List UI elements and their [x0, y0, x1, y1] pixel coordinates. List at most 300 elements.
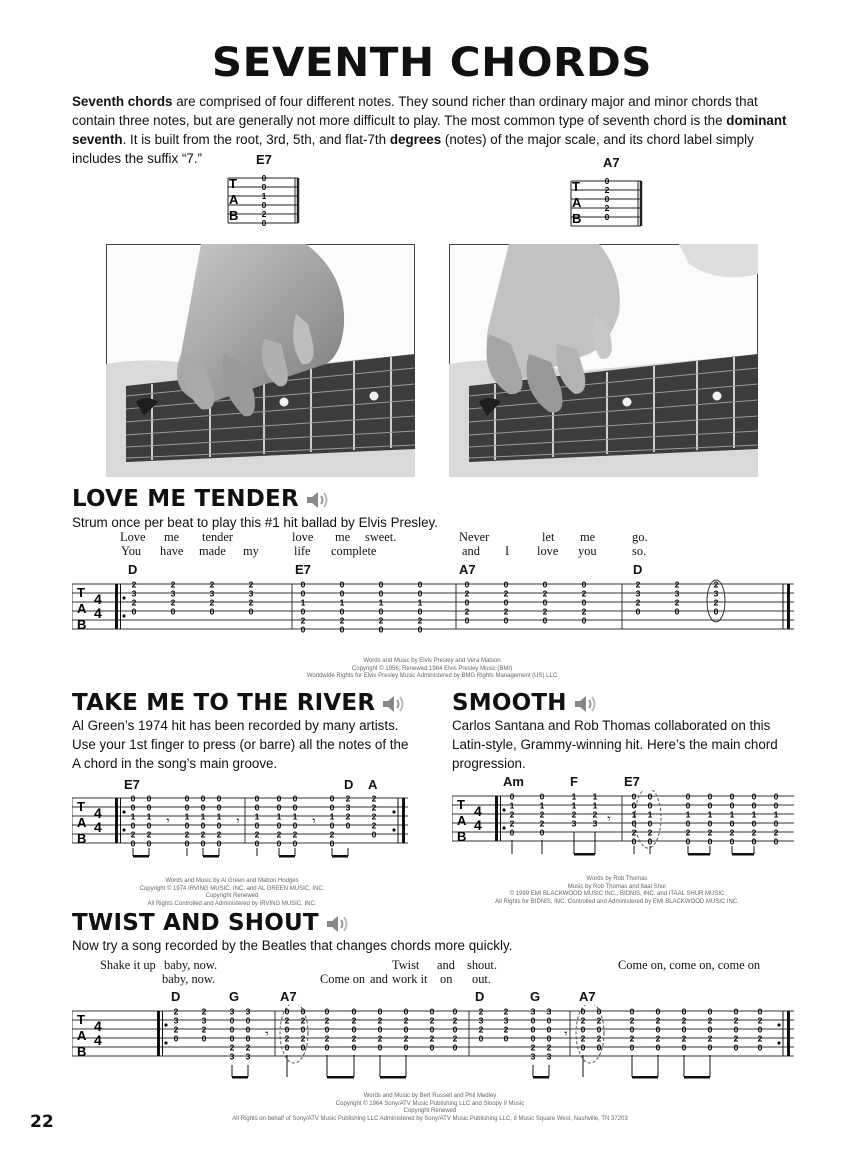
svg-text:2: 2 [713, 597, 719, 608]
svg-text:2: 2 [530, 1042, 536, 1053]
svg-text:0: 0 [248, 606, 254, 617]
chord-box-a7-tab-a: A [572, 195, 582, 210]
credit-line: All Rights Controlled and Administered by IRVING MUSIC, INC. [147, 900, 317, 907]
svg-text:0: 0 [429, 1042, 435, 1053]
svg-text:3: 3 [478, 1015, 484, 1026]
svg-text:0: 0 [707, 818, 713, 829]
svg-text:0: 0 [300, 1006, 306, 1017]
credit-line: Copyright © 1956; Renewed 1984 Elvis Presley Music (BMI) [351, 665, 513, 672]
chord-name: A7 [579, 989, 596, 1004]
svg-text:0: 0 [631, 836, 637, 847]
intro-paragraph [72, 92, 794, 168]
svg-text:0: 0 [324, 1042, 330, 1053]
svg-text:0: 0 [751, 836, 757, 847]
svg-text:3: 3 [229, 1006, 235, 1017]
svg-text:2: 2 [580, 1033, 586, 1044]
chord-name: Am [503, 774, 524, 789]
time-sig-top: 4 [474, 803, 482, 819]
svg-text:0: 0 [647, 800, 653, 811]
svg-text:2: 2 [170, 579, 176, 590]
svg-text:0: 0 [184, 838, 190, 849]
svg-text:1: 1 [539, 800, 545, 811]
svg-text:0: 0 [146, 793, 152, 804]
svg-text:2: 2 [276, 829, 282, 840]
svg-text:3: 3 [345, 802, 351, 813]
svg-text:2: 2 [631, 827, 637, 838]
lyric: baby, now. [164, 958, 218, 972]
svg-text:0: 0 [284, 1006, 290, 1017]
lyric: and [462, 544, 480, 558]
lyric: me [164, 530, 180, 544]
svg-text:0: 0 [324, 1024, 330, 1035]
svg-text:0: 0 [324, 1006, 330, 1017]
svg-text:0: 0 [403, 1024, 409, 1035]
svg-text:2: 2 [300, 615, 306, 626]
svg-text:3: 3 [546, 1006, 552, 1017]
svg-text:3: 3 [503, 1015, 509, 1026]
svg-text:0: 0 [729, 791, 735, 802]
svg-text:0: 0 [681, 1042, 687, 1053]
lyric: tender [202, 530, 233, 544]
credit-line: Worldwide Rights for Elvis Presley Music Administered by BMG Rights Management (US) LLC [306, 673, 558, 679]
svg-text:0: 0 [216, 820, 222, 831]
svg-text:0: 0 [685, 800, 691, 811]
page-title: SEVENTH CHORDS [211, 40, 653, 86]
svg-text:0: 0 [403, 1042, 409, 1053]
svg-text:3: 3 [546, 1051, 552, 1062]
lyric: let [542, 530, 555, 544]
svg-text:2: 2 [131, 579, 137, 590]
credit-line: © 1999 EMI BLACKWOOD MUSIC INC., BIDNIS, INC. and ITAAL SHUR MUSIC [509, 891, 725, 897]
svg-text:2: 2 [173, 1006, 179, 1017]
svg-text:0: 0 [284, 1042, 290, 1053]
svg-text:2: 2 [464, 588, 470, 599]
svg-text:2: 2 [209, 597, 215, 608]
chord-name: F [570, 774, 578, 789]
chord-box-e7-fret: 1 [261, 191, 267, 201]
svg-text:1: 1 [254, 811, 260, 822]
svg-text:2: 2 [201, 1006, 207, 1017]
svg-text:0: 0 [200, 820, 206, 831]
credit-line: Copyright Renewed [403, 1108, 457, 1114]
svg-text:0: 0 [596, 1024, 602, 1035]
svg-text:0: 0 [713, 606, 719, 617]
svg-text:0: 0 [452, 1024, 458, 1035]
svg-text:0: 0 [707, 1024, 713, 1035]
svg-text:0: 0 [292, 802, 298, 813]
svg-text:0: 0 [403, 1006, 409, 1017]
svg-text:2: 2 [707, 827, 713, 838]
lyric: baby, now. [162, 972, 216, 986]
svg-text:0: 0 [300, 1042, 306, 1053]
lyric: and [437, 958, 455, 972]
svg-text:2: 2 [130, 829, 136, 840]
svg-text:2: 2 [248, 597, 254, 608]
svg-text:2: 2 [713, 579, 719, 590]
svg-text:2: 2 [635, 579, 641, 590]
svg-text:2: 2 [539, 809, 545, 820]
svg-text:0: 0 [581, 615, 587, 626]
photo-a7-chord [449, 244, 758, 477]
tab-letter-a: A [77, 601, 87, 616]
svg-text:0: 0 [580, 1042, 586, 1053]
svg-text:2: 2 [509, 818, 515, 829]
chord-box-e7-fret: 0 [261, 182, 267, 192]
intro-text-2: . It is built from the root, 3rd, 5th, and flat-7th [122, 132, 390, 147]
lyric: complete [331, 544, 377, 558]
lyric: shout. [467, 958, 497, 972]
svg-text:0: 0 [378, 579, 384, 590]
section-title-text: SMOOTH [452, 690, 567, 716]
chord-name: D [475, 989, 485, 1004]
svg-text:0: 0 [773, 818, 779, 829]
svg-text:0: 0 [733, 1042, 739, 1053]
svg-text:0: 0 [581, 579, 587, 590]
chord-box-a7-fret: 0 [604, 212, 610, 222]
chord-box-a7-tab-b: B [572, 211, 582, 226]
svg-text:0: 0 [292, 838, 298, 849]
section-title-text: LOVE ME TENDER [72, 486, 299, 512]
lyric: sweet. [365, 530, 397, 544]
svg-text:2: 2 [681, 1015, 687, 1026]
lyric: me [335, 530, 351, 544]
chord-box-e7-fret: 0 [261, 218, 267, 228]
svg-text:0: 0 [542, 579, 548, 590]
svg-text:0: 0 [509, 827, 515, 838]
svg-text:3: 3 [674, 588, 680, 599]
svg-text:0: 0 [254, 820, 260, 831]
svg-text:2: 2 [300, 1033, 306, 1044]
svg-text:0: 0 [773, 836, 779, 847]
svg-text:0: 0 [329, 838, 335, 849]
credit-line: Copyright © 1974 IRVING MUSIC, INC. and AL GREEN MUSIC, INC. [139, 885, 325, 892]
svg-text:2: 2 [546, 1042, 552, 1053]
svg-text:0: 0 [351, 1006, 357, 1017]
svg-text:0: 0 [276, 820, 282, 831]
svg-text:2: 2 [351, 1015, 357, 1026]
lyric: life [294, 544, 311, 558]
lyric: You [121, 544, 142, 558]
svg-text:0: 0 [429, 1006, 435, 1017]
chord-name: A [368, 777, 378, 792]
svg-text:0: 0 [707, 1006, 713, 1017]
svg-text:2: 2 [378, 615, 384, 626]
svg-text:2: 2 [655, 1033, 661, 1044]
svg-text:2: 2 [707, 1015, 713, 1026]
svg-text:0: 0 [596, 1042, 602, 1053]
svg-text:2: 2 [345, 811, 351, 822]
svg-text:2: 2 [209, 579, 215, 590]
svg-text:3: 3 [571, 818, 577, 829]
svg-text:0: 0 [647, 818, 653, 829]
svg-text:2: 2 [329, 829, 335, 840]
svg-text:0: 0 [729, 818, 735, 829]
svg-text:2: 2 [685, 827, 691, 838]
lyric: me [580, 530, 596, 544]
svg-text:2: 2 [371, 811, 377, 822]
svg-text:0: 0 [751, 791, 757, 802]
svg-text:1: 1 [200, 811, 206, 822]
svg-text:2: 2 [596, 1033, 602, 1044]
svg-text:0: 0 [647, 836, 653, 847]
section-desc-river: Al Green’s 1974 hit has been recorded by many artists. Use your 1st finger to press (or barre) all the notes of the A chord in the song’s main groove. [72, 718, 409, 771]
svg-text:0: 0 [351, 1042, 357, 1053]
time-sig-bottom: 4 [94, 819, 102, 835]
svg-text:3: 3 [131, 588, 137, 599]
tab-letter-b: B [77, 1044, 87, 1059]
svg-text:0: 0 [629, 1024, 635, 1035]
intro-bold-dominant-seventh: dominant seventh [72, 113, 787, 147]
svg-text:0: 0 [503, 597, 509, 608]
audio-speaker-icon[interactable] [381, 693, 407, 715]
svg-text:2: 2 [452, 1033, 458, 1044]
svg-text:2: 2 [655, 1015, 661, 1026]
svg-text:2: 2 [377, 1015, 383, 1026]
svg-text:1: 1 [329, 811, 335, 822]
svg-text:0: 0 [300, 624, 306, 635]
credit-line: Music by Rob Thomas and Itaal Shur [567, 883, 667, 890]
svg-text:0: 0 [200, 838, 206, 849]
tab-staff-twist-and-shout [72, 1005, 794, 1083]
credits-twist [200, 1093, 660, 1123]
svg-text:0: 0 [377, 1042, 383, 1053]
lyric: Shake it up [100, 958, 156, 972]
svg-text:0: 0 [478, 1033, 484, 1044]
lyric: my [243, 544, 259, 558]
svg-text:0: 0 [378, 606, 384, 617]
svg-text:0: 0 [292, 793, 298, 804]
svg-text:2: 2 [248, 579, 254, 590]
svg-text:2: 2 [146, 829, 152, 840]
svg-text:0: 0 [655, 1006, 661, 1017]
svg-text:1: 1 [509, 800, 515, 811]
chord-box-a7 [567, 173, 647, 233]
section-title-twist-and-shout [72, 910, 351, 936]
photo-e7-chord [106, 244, 415, 477]
section-title-love-me-tender [72, 486, 331, 512]
svg-text:2: 2 [751, 827, 757, 838]
svg-text:0: 0 [751, 800, 757, 811]
svg-text:1: 1 [751, 809, 757, 820]
section-title-text: TAKE ME TO THE RIVER [72, 690, 376, 716]
tab-letter-a: A [457, 813, 467, 828]
svg-text:2: 2 [542, 588, 548, 599]
svg-text:2: 2 [324, 1015, 330, 1026]
svg-text:2: 2 [229, 1042, 235, 1053]
svg-text:0: 0 [773, 791, 779, 802]
time-sig-bottom: 4 [474, 817, 482, 833]
svg-text:2: 2 [292, 829, 298, 840]
svg-text:1: 1 [300, 597, 306, 608]
lyric: I [505, 544, 510, 558]
svg-text:0: 0 [377, 1006, 383, 1017]
svg-text:0: 0 [629, 1006, 635, 1017]
svg-text:3: 3 [635, 588, 641, 599]
svg-text:2: 2 [464, 606, 470, 617]
svg-text:0: 0 [339, 606, 345, 617]
svg-text:0: 0 [707, 791, 713, 802]
svg-text:2: 2 [184, 829, 190, 840]
credits-river [72, 878, 392, 908]
svg-text:2: 2 [581, 588, 587, 599]
svg-text:2: 2 [542, 606, 548, 617]
page-number: 22 [30, 1112, 54, 1132]
svg-text:3: 3 [713, 588, 719, 599]
svg-text:0: 0 [674, 606, 680, 617]
svg-text:0: 0 [757, 1024, 763, 1035]
svg-text:0: 0 [329, 820, 335, 831]
svg-text:0: 0 [681, 1024, 687, 1035]
lyric: Twist [392, 958, 420, 972]
svg-text:2: 2 [674, 579, 680, 590]
svg-text:3: 3 [229, 1051, 235, 1062]
svg-text:0: 0 [300, 579, 306, 590]
svg-text:0: 0 [546, 1033, 552, 1044]
svg-text:2: 2 [629, 1015, 635, 1026]
svg-text:3: 3 [209, 588, 215, 599]
svg-text:2: 2 [509, 809, 515, 820]
svg-text:1: 1 [571, 791, 577, 802]
svg-text:0: 0 [229, 1015, 235, 1026]
section-desc-smooth: Carlos Santana and Rob Thomas collaborated on this Latin-style, Grammy-winning hit. Here’s the main chord progression. [452, 718, 778, 771]
chord-name: E7 [124, 777, 140, 792]
svg-text:1: 1 [729, 809, 735, 820]
svg-text:2: 2 [452, 1015, 458, 1026]
svg-text:0: 0 [580, 1006, 586, 1017]
lyric: Come on [320, 972, 366, 986]
credit-line: Copyright Renewed [205, 893, 259, 899]
svg-text:0: 0 [216, 793, 222, 804]
svg-text:0: 0 [345, 820, 351, 831]
svg-text:2: 2 [478, 1006, 484, 1017]
audio-speaker-icon[interactable] [573, 693, 599, 715]
svg-text:3: 3 [530, 1006, 536, 1017]
audio-speaker-icon[interactable] [305, 489, 331, 511]
svg-text:2: 2 [539, 818, 545, 829]
time-sig-top: 4 [94, 591, 102, 607]
section-desc-twist: Now try a song recorded by the Beatles that changes chords more quickly. [72, 938, 513, 953]
credit-line: Copyright © 1964 Sony/ATV Music Publishing LLC and Sloopy II Music [335, 1100, 525, 1107]
svg-text:2: 2 [757, 1033, 763, 1044]
lyric: you [578, 544, 597, 558]
svg-text:0: 0 [542, 615, 548, 626]
svg-text:𝄾: 𝄾 [607, 811, 611, 826]
svg-text:0: 0 [429, 1024, 435, 1035]
svg-text:1: 1 [707, 809, 713, 820]
svg-text:0: 0 [757, 1006, 763, 1017]
svg-text:0: 0 [339, 624, 345, 635]
chord-box-e7-name: E7 [256, 152, 272, 167]
credit-line: All Rights for BIDNIS, INC. Controlled and Administered by EMI BLACKWOOD MUSIC INC. [495, 898, 739, 905]
credit-line: Words and Music by Al Green and Mabon Hodges [165, 878, 299, 884]
svg-text:2: 2 [351, 1033, 357, 1044]
svg-text:0: 0 [530, 1024, 536, 1035]
svg-text:0: 0 [254, 793, 260, 804]
lyric: love [292, 530, 314, 544]
lyric: Come on, come on, come on [618, 958, 761, 972]
time-sig-bottom: 4 [94, 1032, 102, 1048]
chord-box-e7-fret: 0 [261, 200, 267, 210]
svg-text:3: 3 [530, 1051, 536, 1062]
svg-text:0: 0 [184, 793, 190, 804]
svg-text:2: 2 [377, 1033, 383, 1044]
section-title-text: TWIST AND SHOUT [72, 910, 319, 936]
svg-text:0: 0 [509, 791, 515, 802]
svg-text:3: 3 [245, 1051, 251, 1062]
svg-text:0: 0 [378, 588, 384, 599]
chord-box-e7-tab-a: A [229, 192, 239, 207]
svg-text:0: 0 [417, 579, 423, 590]
svg-text:0: 0 [229, 1033, 235, 1044]
svg-text:0: 0 [751, 818, 757, 829]
intro-text-1: are comprised of four different notes. They sound richer than ordinary major and minor chords that contain three notes, but are generally not more difficult to play. The most common type of seventh chord is the [72, 94, 758, 128]
chord-name: G [229, 989, 240, 1004]
svg-text:1: 1 [130, 811, 136, 822]
svg-text:0: 0 [464, 597, 470, 608]
svg-text:2: 2 [403, 1033, 409, 1044]
lyric: out. [472, 972, 491, 986]
svg-text:2: 2 [478, 1024, 484, 1035]
svg-text:2: 2 [635, 597, 641, 608]
svg-text:𝄾: 𝄾 [312, 813, 316, 828]
svg-text:0: 0 [647, 791, 653, 802]
chord-name: A7 [280, 989, 297, 1004]
svg-text:0: 0 [339, 588, 345, 599]
svg-text:0: 0 [464, 579, 470, 590]
svg-text:0: 0 [130, 802, 136, 813]
svg-text:0: 0 [729, 800, 735, 811]
svg-text:0: 0 [216, 838, 222, 849]
intro-lead: Seventh chords [72, 94, 173, 109]
chord-name: D [344, 777, 354, 792]
svg-text:2: 2 [173, 1024, 179, 1035]
svg-text:2: 2 [339, 615, 345, 626]
svg-text:2: 2 [733, 1033, 739, 1044]
svg-text:0: 0 [631, 800, 637, 811]
chord-name: E7 [624, 774, 640, 789]
svg-text:2: 2 [571, 809, 577, 820]
svg-text:0: 0 [685, 791, 691, 802]
svg-text:0: 0 [681, 1006, 687, 1017]
svg-text:1: 1 [378, 597, 384, 608]
svg-text:2: 2 [284, 1015, 290, 1026]
svg-text:0: 0 [685, 818, 691, 829]
svg-text:0: 0 [707, 836, 713, 847]
svg-text:2: 2 [773, 827, 779, 838]
svg-text:1: 1 [773, 809, 779, 820]
svg-text:2: 2 [131, 597, 137, 608]
chord-name: D [633, 562, 643, 577]
svg-text:𝄾: 𝄾 [265, 1026, 269, 1041]
svg-text:0: 0 [229, 1024, 235, 1035]
svg-text:0: 0 [707, 800, 713, 811]
chord-box-e7-fret: 2 [261, 209, 267, 219]
svg-text:2: 2 [371, 820, 377, 831]
svg-text:0: 0 [631, 791, 637, 802]
section-title-smooth [452, 690, 599, 716]
svg-text:0: 0 [530, 1033, 536, 1044]
chord-name: A7 [459, 562, 476, 577]
svg-text:0: 0 [284, 1024, 290, 1035]
svg-text:1: 1 [685, 809, 691, 820]
svg-text:2: 2 [596, 1015, 602, 1026]
chord-box-a7-fret: 2 [604, 203, 610, 213]
lyric: and [370, 972, 388, 986]
svg-text:0: 0 [733, 1024, 739, 1035]
svg-text:0: 0 [707, 1042, 713, 1053]
svg-text:2: 2 [674, 597, 680, 608]
audio-speaker-icon[interactable] [325, 913, 351, 935]
